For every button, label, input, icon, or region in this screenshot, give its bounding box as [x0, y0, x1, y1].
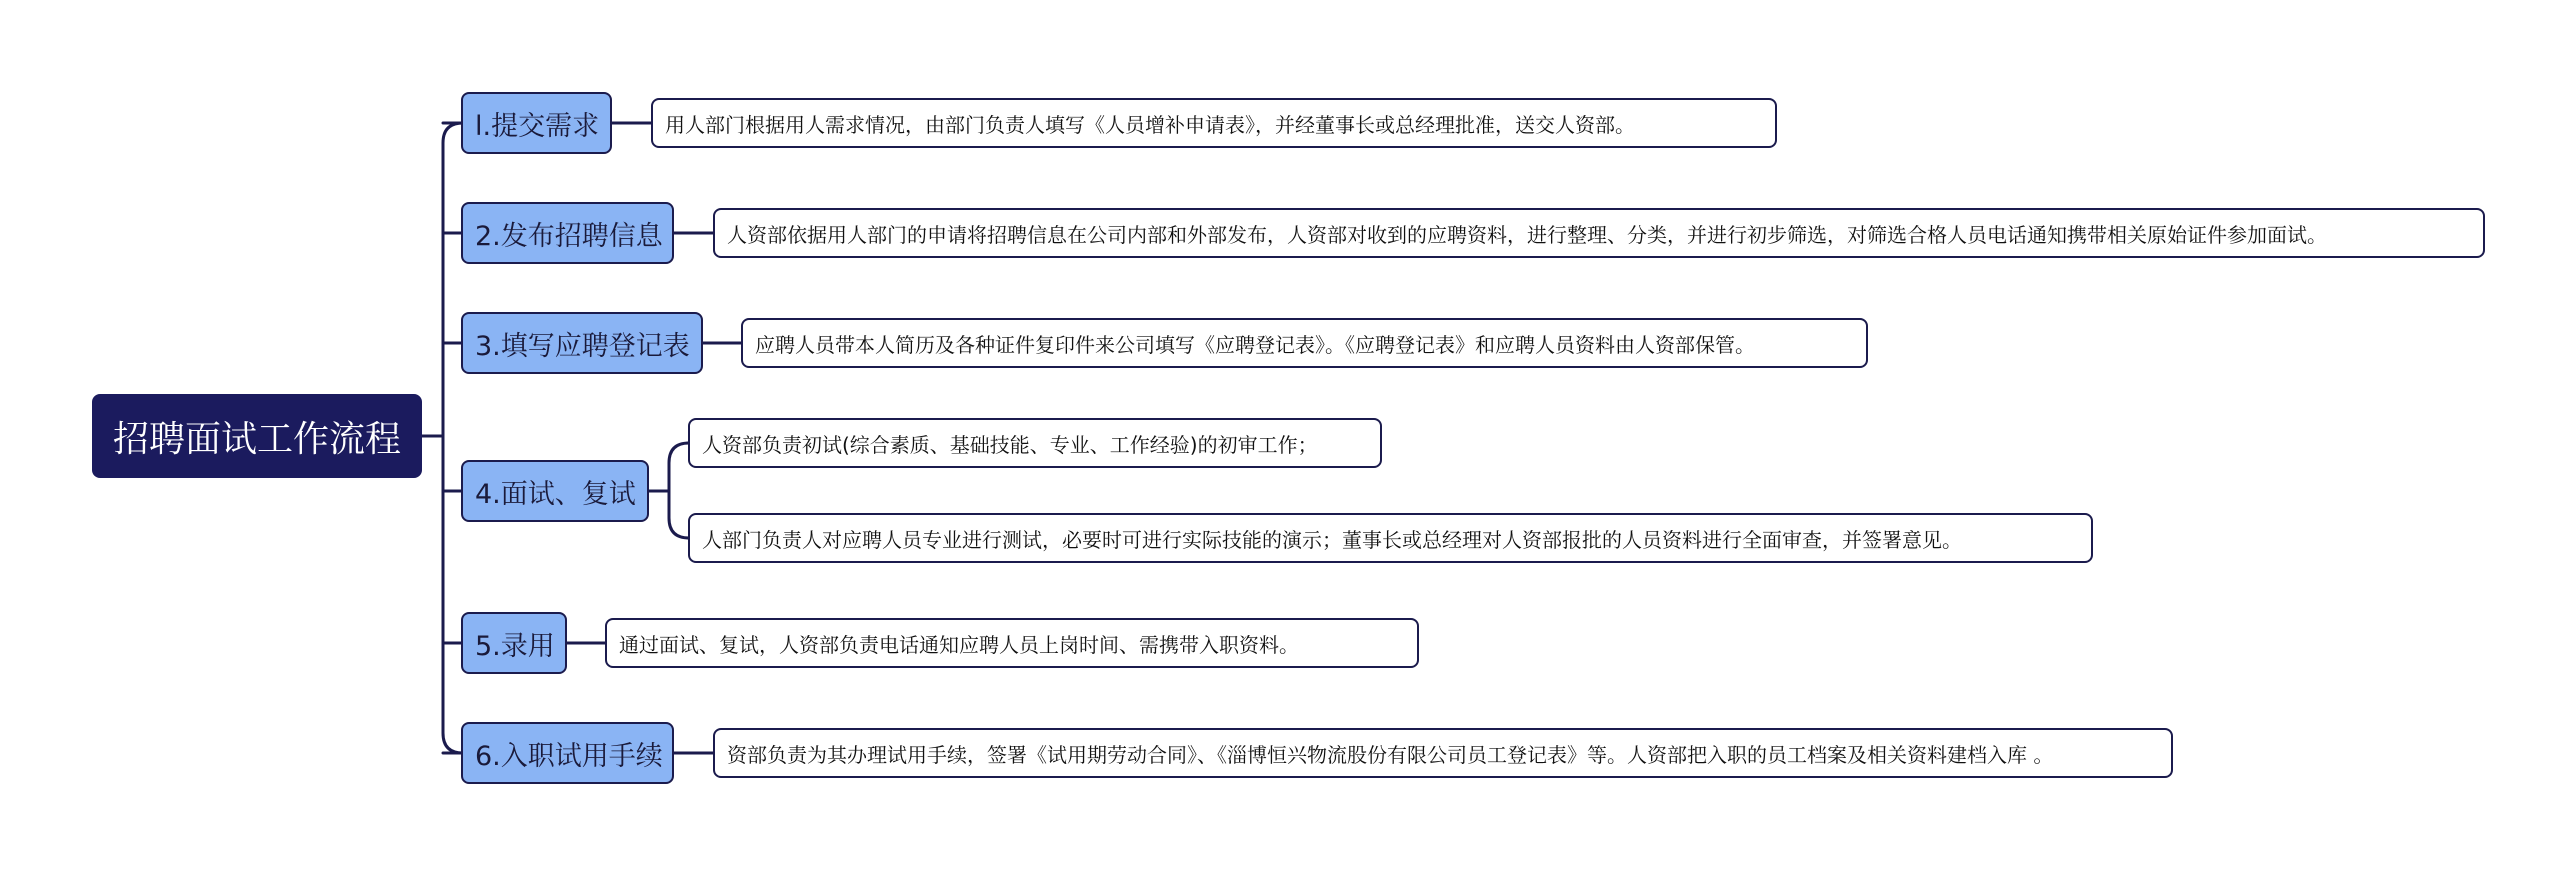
- branch-topic-4[interactable]: [461, 460, 649, 522]
- root-topic[interactable]: [92, 394, 422, 478]
- branch-topic-3[interactable]: [461, 312, 703, 374]
- branch-topic-label: 4.面试、复试: [475, 478, 636, 510]
- leaf-topic-4a[interactable]: [688, 418, 1382, 468]
- root-topic-label: 招聘面试工作流程: [112, 418, 401, 460]
- branch-topic-label: 2.发布招聘信息: [475, 220, 663, 252]
- leaf-topic-text: 人资部负责初试(综合素质、基础技能、专业、工作经验)的初审工作；: [702, 432, 1318, 457]
- main-spine: [443, 123, 463, 753]
- leaf-topic-6[interactable]: [713, 728, 2173, 778]
- sub-spine-4: [669, 443, 689, 538]
- branch-topic-label: 5.录用: [475, 630, 555, 662]
- leaf-topic-4b[interactable]: [688, 513, 2093, 563]
- leaf-topic-3[interactable]: [741, 318, 1868, 368]
- branch-topic-label: 6.入职试用手续: [475, 740, 663, 772]
- branch-topic-5[interactable]: [461, 612, 567, 674]
- leaf-topic-text: 人部门负责人对应聘人员专业进行测试，必要时可进行实际技能的演示；董事长或总经理对人资部报批的人员资料进行全面审查，并签署意见。: [702, 527, 1962, 552]
- branch-topic-label: 3.填写应聘登记表: [475, 330, 690, 362]
- leaf-topic-5[interactable]: [605, 618, 1419, 668]
- branch-topic-2[interactable]: [461, 202, 674, 264]
- leaf-topic-text: 人资部依据用人部门的申请将招聘信息在公司内部和外部发布，人资部对收到的应聘资料，进行整理、分类，并进行初步筛选，对筛选合格人员电话通知携带相关原始证件参加面试。: [727, 222, 2327, 247]
- branch-topic-1[interactable]: [461, 92, 612, 154]
- branch-topic-label: l.提交需求: [475, 110, 600, 142]
- leaf-topic-text: 应聘人员带本人简历及各种证件复印件来公司填写《应聘登记表》。《应聘登记表》和应聘人员资料由人资部保管。: [755, 332, 1755, 357]
- leaf-topic-text: 用人部门根据用人需求情况，由部门负责人填写《人员增补申请表》，并经董事长或总经理批准，送交人资部。: [665, 112, 1635, 137]
- leaf-topic-2[interactable]: [713, 208, 2485, 258]
- leaf-topic-1[interactable]: [651, 98, 1777, 148]
- branch-topic-6[interactable]: [461, 722, 674, 784]
- leaf-topic-text: 通过面试、复试，人资部负责电话通知应聘人员上岗时间、需携带入职资料。: [619, 632, 1299, 657]
- leaf-topic-text: 资部负责为其办理试用手续，签署《试用期劳动合同》、《淄博恒兴物流股份有限公司员工登记表》等。人资部把入职的员工档案及相关资料建档入库 。: [727, 742, 2054, 767]
